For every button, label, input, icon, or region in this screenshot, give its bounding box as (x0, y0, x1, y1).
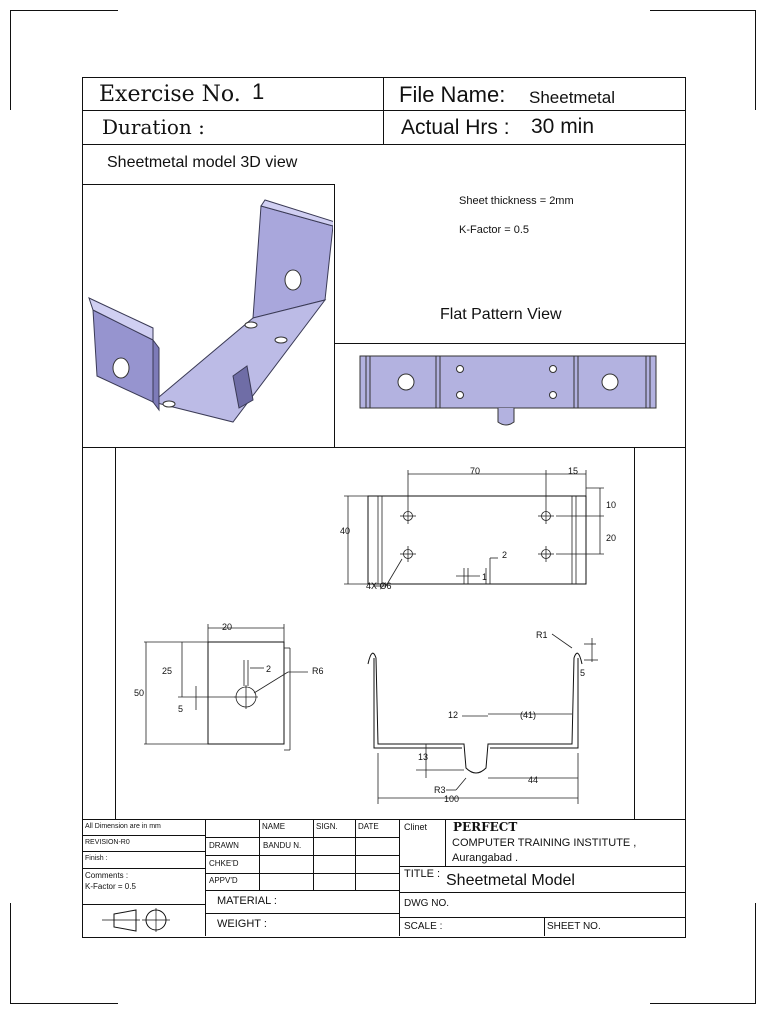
dim-top-70: 70 (470, 466, 481, 476)
exercise-label: Exercise No. (99, 82, 241, 107)
revision-label: REVISION-R0 (85, 839, 130, 846)
actual-hrs-label: Actual Hrs : (401, 116, 510, 139)
col-sign: SIGN. (316, 822, 338, 831)
finish-label: Finish : (85, 855, 108, 862)
dim-side-50: 50 (134, 688, 145, 698)
dim-side-5: 5 (178, 704, 184, 714)
dim-top-40: 40 (340, 526, 351, 536)
duration-label: Duration : (102, 115, 205, 139)
col-date: DATE (358, 822, 379, 831)
dim-top-10: 10 (606, 500, 617, 510)
dim-front-r1: R1 (536, 630, 548, 640)
drawn-label: DRAWN (209, 841, 239, 850)
side-view (144, 624, 308, 750)
dim-front-r3: R3 (434, 785, 446, 795)
dim-front-12: 12 (448, 710, 459, 720)
flat-pattern-title: Flat Pattern View (440, 306, 562, 323)
city-name: Aurangabad . (452, 852, 519, 864)
hole-left-3d (113, 358, 129, 378)
dim-side-2: 2 (266, 664, 272, 674)
projection-symbol (100, 907, 180, 934)
file-name-label: File Name: (399, 82, 506, 107)
dim-front-100: 100 (444, 794, 460, 804)
checked-label: CHKE'D (209, 859, 239, 868)
company-name: PERFECT (453, 820, 518, 834)
dim-side-20: 20 (222, 622, 233, 632)
top-view (344, 470, 604, 586)
drawing-area-2d (116, 448, 634, 819)
title-value: Sheetmetal Model (446, 872, 575, 889)
weight-label: WEIGHT : (217, 918, 267, 930)
k-factor-note: K-Factor = 0.5 (459, 224, 530, 236)
model-3d-title: Sheetmetal model 3D view (107, 154, 298, 171)
front-dims (378, 634, 598, 804)
title-label: TITLE : (404, 868, 441, 880)
material-label: MATERIAL : (217, 895, 277, 907)
file-name-value: Sheetmetal (529, 88, 615, 107)
sheet-thickness-note: Sheet thickness = 2mm (459, 195, 574, 207)
scale-label: SCALE : (404, 921, 443, 932)
dwg-no-label: DWG NO. (404, 898, 449, 909)
dim-top-20: 20 (606, 533, 617, 543)
flat-pattern-view (356, 352, 662, 430)
actual-hrs-value: 30 min (531, 115, 595, 138)
dim-front-5: 5 (580, 668, 586, 678)
comments-value: K-Factor = 0.5 (85, 882, 136, 891)
model-3d-view (83, 190, 333, 440)
col-name: NAME (262, 822, 286, 831)
sheet-no-label: SHEET NO. (547, 921, 601, 932)
dim-front-13: 13 (418, 752, 429, 762)
dim-front-44: 44 (528, 775, 539, 785)
dim-top-2: 2 (502, 550, 508, 560)
dim-top-1: 1 (482, 572, 488, 582)
dim-top-holes: 4X Ø6 (366, 581, 392, 591)
comments-label: Comments : (85, 871, 129, 880)
exercise-number: 1 (252, 79, 265, 104)
dim-side-r6: R6 (312, 666, 324, 676)
hole-right-3d (285, 270, 301, 290)
client-label: Clinet (404, 822, 428, 832)
institute-name: COMPUTER TRAINING INSTITUTE , (452, 837, 637, 849)
drawn-name: BANDU N. (263, 841, 302, 850)
dim-front-41: (41) (520, 710, 537, 720)
dim-side-25: 25 (162, 666, 173, 676)
note-dimensions: All Dimension are in mm (85, 823, 161, 830)
front-view (368, 653, 582, 773)
dim-top-15: 15 (568, 466, 579, 476)
approved-label: APPV'D (209, 876, 238, 885)
